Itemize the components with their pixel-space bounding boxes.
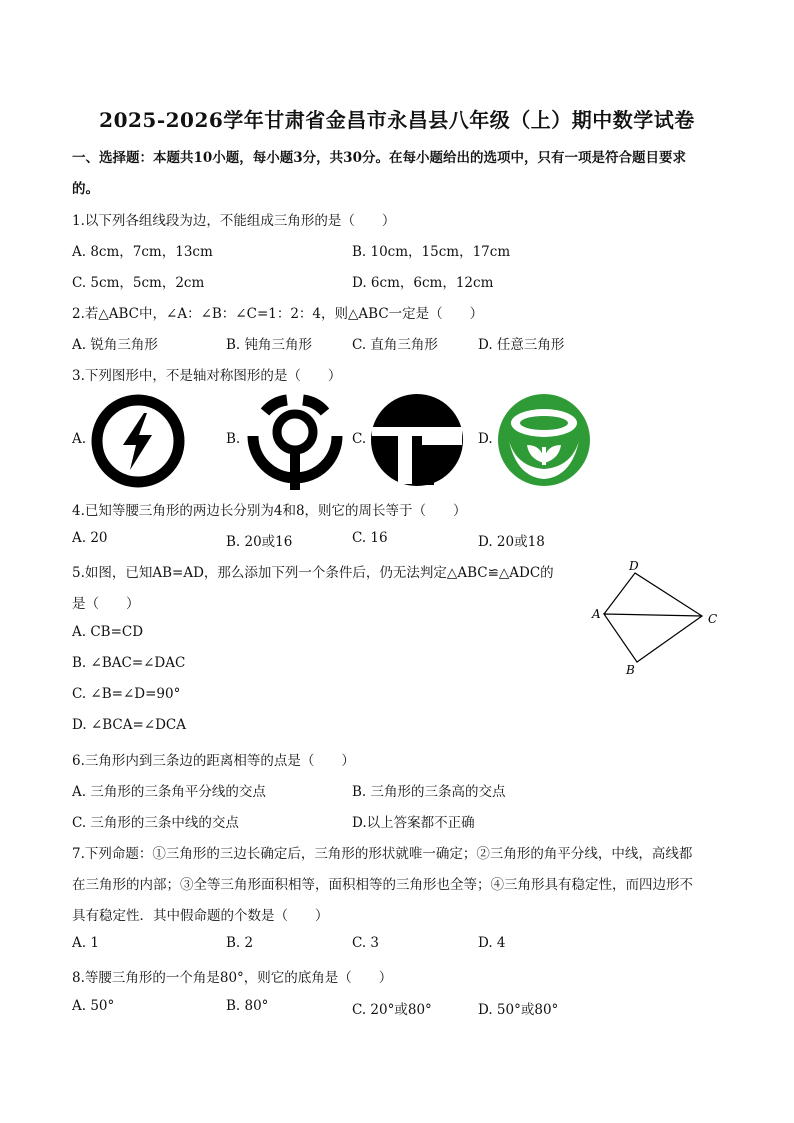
vertex-label-d: D (629, 559, 639, 573)
question-4-stem: 4.已知等腰三角形的两边长分别为4和8，则它的周长等于（ ） (72, 503, 467, 519)
question-3-option-b: B. (226, 431, 241, 447)
question-6-option-d: D.以上答案都不正确 (352, 815, 475, 831)
question-2-option-a: A. 锐角三角形 (72, 337, 158, 353)
question-4-option-b: B. 20或16 (226, 534, 293, 550)
question-5-option-d: D. ∠BCA=∠DCA (72, 717, 187, 733)
question-6-option-a: A. 三角形的三条角平分线的交点 (72, 784, 266, 800)
question-3-option-a: A. (72, 431, 87, 447)
question-7-option-b: B. 2 (226, 935, 254, 951)
page-title: 2025-2026学年甘肃省金昌市永昌县八年级（上）期中数学试卷 (99, 108, 695, 132)
question-1-stem: 1.以下列各组线段为边，不能组成三角形的是（ ） (72, 213, 396, 229)
question-3-stem: 3.下列图形中，不是轴对称图形的是（ ） (72, 368, 342, 384)
question-6-stem: 6.三角形内到三条边的距离相等的点是（ ） (72, 753, 355, 769)
question-7-option-a: A. 1 (72, 935, 99, 951)
circle-split-logo-icon (370, 393, 464, 487)
lightning-bolt-icon (90, 393, 186, 489)
question-1-option-c: C. 5cm，5cm，2cm (72, 275, 205, 291)
vertex-label-a: A (592, 607, 601, 621)
question-7-option-d: D. 4 (478, 935, 506, 951)
question-6-option-c: C. 三角形的三条中线的交点 (72, 815, 239, 831)
question-5-option-c: C. ∠B=∠D=90° (72, 686, 181, 702)
question-8-option-d: D. 50°或80° (478, 1002, 559, 1018)
question-8-stem: 8.等腰三角形的一个角是80°，则它的底角是（ ） (72, 970, 393, 986)
question-7-stem-line2: 在三角形的内部；③全等三角形面积相等，面积相等的三角形也全等；④三角形具有稳定性，而四边形不 (72, 877, 693, 893)
question-6-option-b: B. 三角形的三条高的交点 (352, 784, 506, 800)
question-2-stem: 2.若△ABC中，∠A：∠B：∠C=1：2：4，则△ABC一定是（ ） (72, 306, 484, 322)
question-8-option-b: B. 80° (226, 998, 269, 1014)
question-5-option-b: B. ∠BAC=∠DAC (72, 655, 186, 671)
question-8-option-a: A. 50° (72, 998, 115, 1014)
green-food-logo-icon (497, 393, 591, 487)
question-4-option-c: C. 16 (352, 530, 388, 546)
question-7-option-c: C. 3 (352, 935, 380, 951)
question-2-option-d: D. 任意三角形 (478, 337, 565, 353)
question-7-stem-line3: 具有稳定性．其中假命题的个数是（ ） (72, 908, 329, 924)
question-1-option-b: B. 10cm，15cm，17cm (352, 244, 511, 260)
section-heading-line1: 一、选择题：本题共10小题，每小题3分，共30分。在每小题给出的选项中，只有一项是符合题目要求 (72, 150, 686, 166)
question-2-option-b: B. 钝角三角形 (226, 337, 313, 353)
question-3-option-d: D. (478, 431, 493, 447)
question-8-option-c: C. 20°或80° (352, 1002, 432, 1018)
question-5-option-a: A. CB=CD (72, 624, 144, 640)
question-1-option-d: D. 6cm，6cm，12cm (352, 275, 494, 291)
question-4-option-d: D. 20或18 (478, 534, 545, 550)
vertex-label-c: C (708, 612, 718, 626)
section-heading-line2: 的。 (72, 181, 99, 197)
vertex-label-b: B (626, 663, 635, 677)
question-2-option-c: C. 直角三角形 (352, 337, 438, 353)
question-5-stem-line2: 是（ ） (72, 596, 140, 612)
question-4-option-a: A. 20 (72, 530, 108, 546)
ring-logo-icon (243, 392, 347, 492)
question-1-option-a: A. 8cm，7cm，13cm (72, 244, 213, 260)
kite-figure (588, 556, 728, 680)
question-7-stem-line1: 7.下列命题：①三角形的三边长确定后，三角形的形状就唯一确定；②三角形的角平分线，中线，高线都 (72, 846, 693, 862)
question-5-stem-line1: 5.如图，已知AB=AD，那么添加下列一个条件后，仍无法判定△ABC≌△ADC的 (72, 565, 554, 581)
question-3-option-c: C. (352, 431, 367, 447)
